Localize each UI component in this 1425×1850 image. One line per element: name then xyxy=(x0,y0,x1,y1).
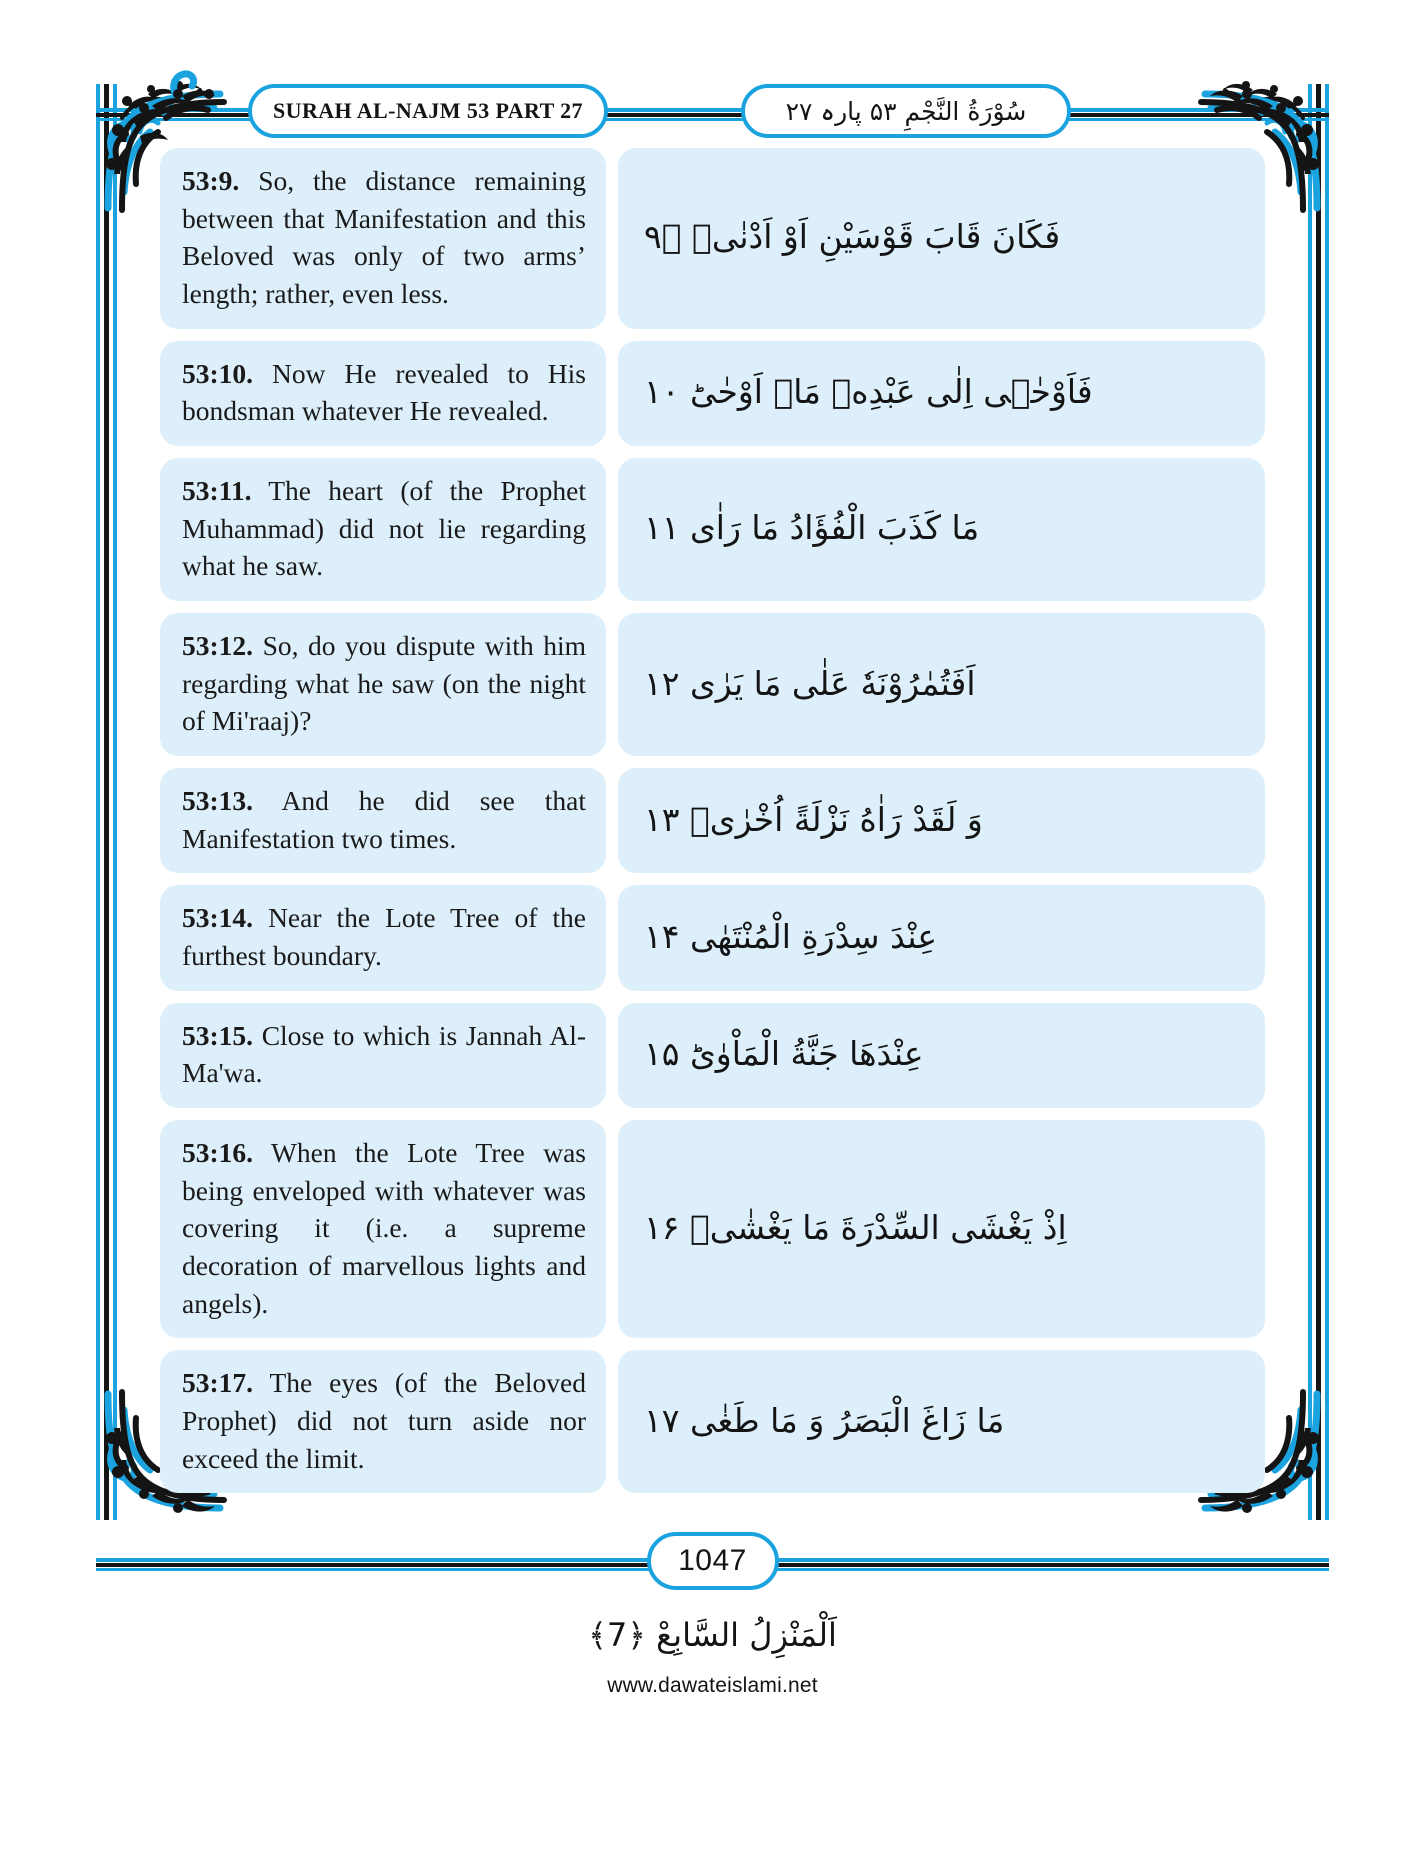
verse-translation-english xyxy=(160,341,606,446)
verse-arabic-text: عِنْدَ سِدْرَةِ الْمُنْتَهٰى ۱۴ xyxy=(644,917,938,957)
verse-translation-text: And he did see that Manifestation two times. xyxy=(182,785,586,854)
verse-arabic xyxy=(618,458,1265,601)
verse-reference: 53:10. xyxy=(182,357,254,389)
website-url: www.dawateislami.net xyxy=(607,1674,818,1697)
border-left-black-line xyxy=(104,84,109,1520)
verse-translation-english xyxy=(160,1003,606,1108)
verse-arabic-text: مَا زَاغَ الْبَصَرُ وَ مَا طَغٰى ۱۷ xyxy=(644,1400,1005,1440)
verse-row xyxy=(160,1003,1265,1108)
verse-translation-english xyxy=(160,148,606,329)
verse-arabic xyxy=(618,1120,1265,1338)
verse-translation-text: The heart (of the Prophet Muhammad) did not lie regarding what he saw. xyxy=(182,475,586,582)
verse-translation-english xyxy=(160,1120,606,1338)
border-left-inner-line xyxy=(113,84,117,1520)
surah-title-english: SURAH AL-NAJM 53 PART 27 xyxy=(273,98,583,123)
verse-row xyxy=(160,458,1265,601)
verse-arabic-text: اِذْ یَغْشَى السِّدْرَةَ مَا یَغْشٰىۙ ۱۶ xyxy=(644,1208,1067,1248)
verse-translation-text: Close to which is Jannah Al-Ma'wa. xyxy=(182,1019,586,1089)
page-number: 1047 xyxy=(678,1544,747,1577)
verse-arabic xyxy=(618,1350,1265,1493)
verse-arabic-text: وَ لَقَدْ رَاٰهُ نَزْلَةً اُخْرٰىۙ ۱۳ xyxy=(644,799,983,839)
verse-row xyxy=(160,768,1265,873)
manzil-label: اَلْمَنْزِلُ السَّابِعْ ﴿7﴾ xyxy=(588,1615,837,1654)
verse-arabic xyxy=(618,148,1265,329)
verse-arabic-text: فَكَانَ قَابَ قَوْسَیْنِ اَوْ اَدْنٰىۚ ۙ۹ xyxy=(644,217,1061,257)
verse-arabic xyxy=(618,341,1265,446)
verse-arabic xyxy=(618,768,1265,873)
verse-reference: 53:16. xyxy=(182,1137,254,1169)
page-number-badge xyxy=(647,1532,779,1590)
verse-translation-text: Now He revealed to His bondsman whatever He revealed. xyxy=(182,357,586,427)
border-right-outer-line xyxy=(1325,84,1329,1520)
verse-arabic-text: فَاَوْحٰۤى اِلٰى عَبْدِهٖ مَاۤ اَوْحٰىؕ ۱۰ xyxy=(644,372,1093,412)
verse-translation-english xyxy=(160,768,606,873)
verse-arabic-text: اَفَتُمٰرُوْنَهٗ عَلٰى مَا یَرٰى ۱۲ xyxy=(644,663,976,703)
verse-arabic xyxy=(618,613,1265,756)
verse-translation-english xyxy=(160,885,606,990)
verse-reference: 53:17. xyxy=(182,1367,254,1399)
verse-row xyxy=(160,148,1265,329)
verse-translation-text: The eyes (of the Beloved Prophet) did not turn aside nor exceed the limit. xyxy=(182,1367,586,1474)
verse-row xyxy=(160,613,1265,756)
surah-title-badge-english xyxy=(248,84,608,138)
verse-reference: 53:12. xyxy=(182,630,254,662)
verse-reference: 53:13. xyxy=(182,785,254,817)
surah-title-arabic: سُوْرَةُ النَّجْمِ ۵۳ پارہ ۲۷ xyxy=(785,96,1027,126)
verse-translation-text: When the Lote Tree was being enveloped with whatever was covering it (i.e. a supreme decoration of marvellous lights and angels). xyxy=(182,1137,586,1319)
verse-row xyxy=(160,1120,1265,1338)
border-right-black-line xyxy=(1316,84,1321,1520)
verse-row xyxy=(160,341,1265,446)
verse-translation-english xyxy=(160,613,606,756)
verse-reference: 53:9. xyxy=(182,165,240,196)
verse-translation-text: Near the Lote Tree of the furthest boundary. xyxy=(182,902,586,972)
verse-arabic-text: مَا كَذَبَ الْفُؤَادُ مَا رَاٰى ۱۱ xyxy=(644,508,980,548)
surah-title-badge-arabic xyxy=(741,84,1071,138)
verse-translation-english xyxy=(160,1350,606,1493)
border-right-inner-line xyxy=(1308,84,1312,1520)
verse-reference: 53:11. xyxy=(182,475,252,507)
verse-reference: 53:15. xyxy=(182,1019,254,1051)
verse-translation-text: So, the distance remaining between that Manifestation and this Beloved was only of two arms’ length; rather, even less. xyxy=(182,165,586,310)
verse-translation-text: So, do you dispute with him regarding what he saw (on the night of Mi'raaj)? xyxy=(182,630,586,737)
verse-row xyxy=(160,1350,1265,1493)
verse-list xyxy=(160,148,1265,1498)
page-footer-rule xyxy=(96,1532,1329,1592)
verse-translation-english xyxy=(160,458,606,601)
verse-arabic-text: عِنْدَهَا جَنَّةُ الْمَاْوٰىؕ ۱۵ xyxy=(644,1034,924,1074)
verse-row xyxy=(160,885,1265,990)
verse-arabic xyxy=(618,1003,1265,1108)
verse-arabic xyxy=(618,885,1265,990)
page-header xyxy=(96,84,1329,142)
verse-reference: 53:14. xyxy=(182,902,254,934)
border-left-outer-line xyxy=(96,84,100,1520)
